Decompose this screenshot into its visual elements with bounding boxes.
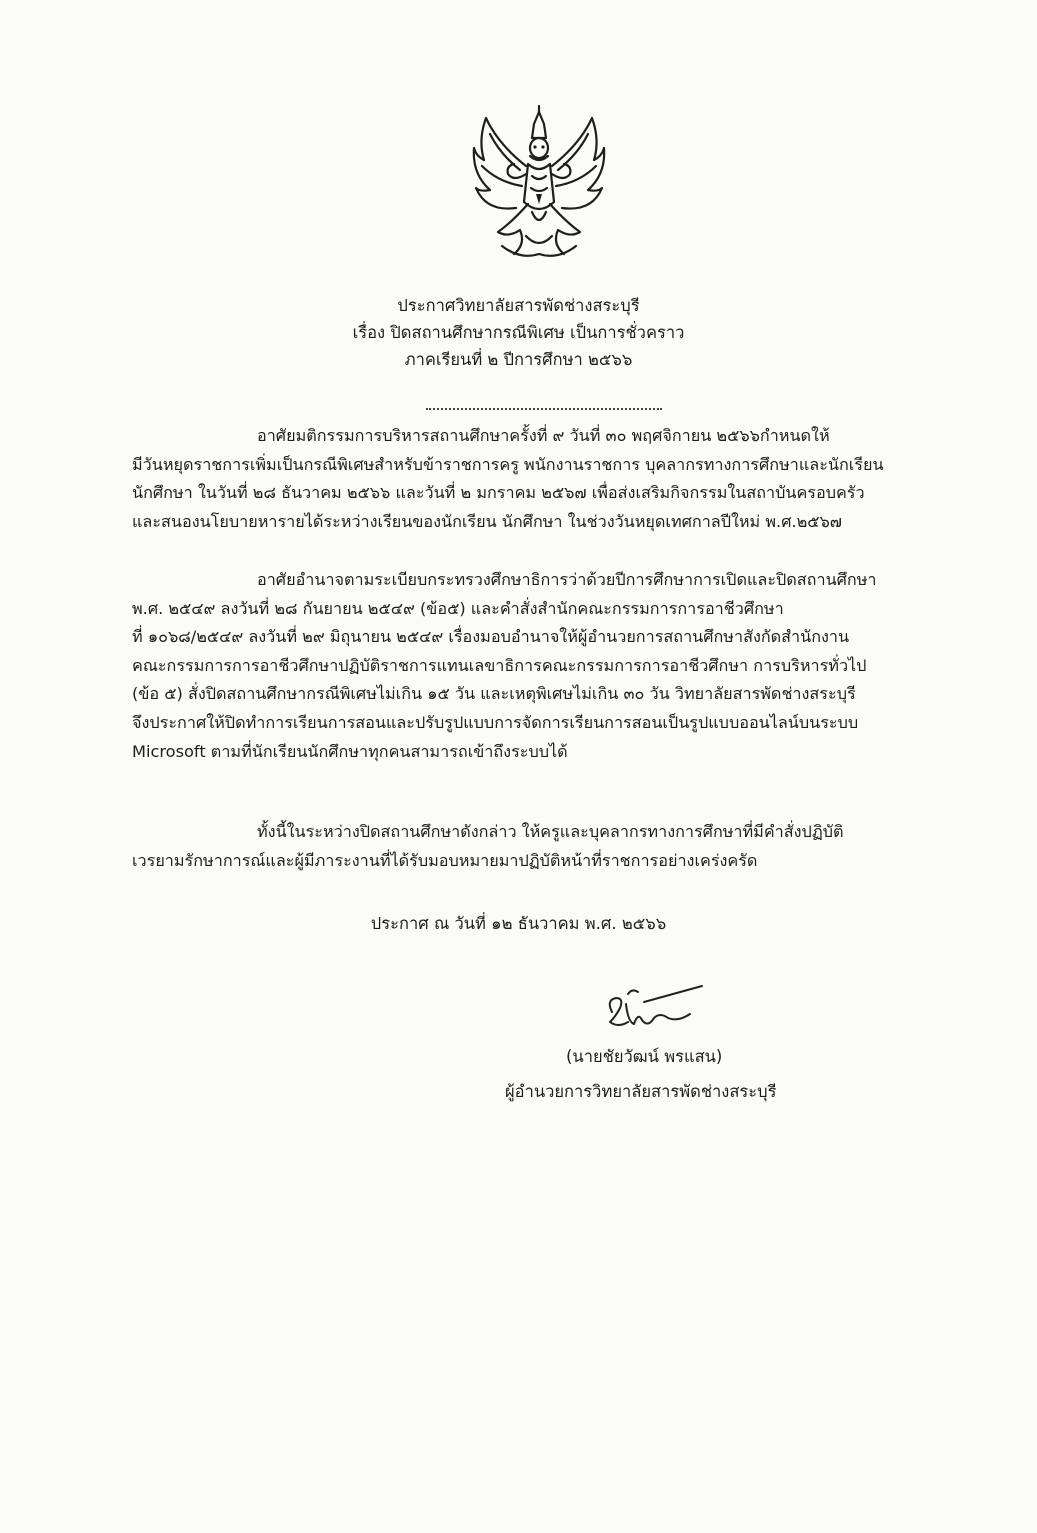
paragraph-line: และสนองนโยบายหารายได้ระหว่างเรียนของนักเรียน นักศึกษา ในช่วงวันหยุดเทศกาลปีใหม่ พ.ศ.๒๕๖๗: [132, 511, 842, 531]
paragraph-line: พ.ศ. ๒๕๔๙ ลงวันที่ ๒๘ กันยายน ๒๕๔๙ (ข้อ๕) และคำสั่งสำนักคณะกรรมการการอาชีวศึกษา: [132, 598, 784, 618]
signer-name: (นายชัยวัฒน์ พรแสน): [566, 1047, 723, 1066]
paragraph-line: นักศึกษา ในวันที่ ๒๘ ธันวาคม ๒๕๖๖ และวันที่ ๒ มกราคม ๒๕๖๗ เพื่อส่งเสริมกิจกรรมในสถาบันครอบครัว: [132, 483, 865, 503]
paragraph-line: อาศัยอำนาจตามระเบียบกระทรวงศึกษาธิการว่าด้วยปีการศึกษาการเปิดและปิดสถานศึกษา: [257, 570, 877, 589]
paragraph-line: เวรยามรักษาการณ์และผู้มีภาระงานที่ได้รับมอบหมายมาปฏิบัติหน้าที่ราชการอย่างเคร่งครัด: [132, 850, 758, 870]
dotted-divider: [426, 408, 662, 410]
paragraph-line: คณะกรรมการการอาชีวศึกษาปฏิบัติราชการแทนเลขาธิการคณะกรรมการการอาชีวศึกษา การบริหารทั่วไป: [132, 655, 867, 675]
paragraph-line: มีวันหยุดราชการเพิ่มเป็นกรณีพิเศษสำหรับข้าราชการครู พนักงานราชการ บุคลากรทางการศึกษาและนักเรียน: [132, 454, 884, 474]
paragraph-3: [132, 818, 958, 875]
term-line: ภาคเรียนที่ ๒ ปีการศึกษา ๒๕๖๖: [404, 350, 633, 369]
paragraph-2: [132, 566, 958, 766]
paragraph-line: จึงประกาศให้ปิดทำการเรียนการสอนและปรับรูปแบบการจัดการเรียนการสอนเป็นรูปแบบออนไลน์บนระบบ: [132, 712, 859, 732]
subject-line: เรื่อง ปิดสถานศึกษากรณีพิเศษ เป็นการชั่วคราว: [352, 323, 685, 342]
paragraph-line: ที่ ๑๐๖๘/๒๕๔๙ ลงวันที่ ๒๙ มิถุนายน ๒๕๔๙ เรื่องมอบอำนาจให้ผู้อำนวยการสถานศึกษาสังกัดสำนักงาน: [132, 627, 850, 647]
paragraph-line: อาศัยมติกรรมการบริหารสถานศึกษาครั้งที่ ๙ วันที่ ๓๐ พฤศจิกายน ๒๕๖๖กำหนดให้: [257, 426, 830, 445]
paragraph-line: ทั้งนี้ในระหว่างปิดสถานศึกษาดังกล่าว ให้ครูและบุคลากรทางการศึกษาที่มีคำสั่งปฏิบัติ: [257, 822, 844, 841]
issuer-title: ประกาศวิทยาลัยสารพัดช่างสระบุรี: [397, 296, 640, 315]
garuda-emblem-icon: [468, 104, 610, 262]
signer-title: ผู้อำนวยการวิทยาลัยสารพัดช่างสระบุรี: [505, 1082, 777, 1101]
document-header: [0, 292, 1037, 373]
handwritten-signature: [598, 982, 708, 1034]
announcement-date: ประกาศ ณ วันที่ ๑๒ ธันวาคม พ.ศ. ๒๕๖๖: [370, 914, 667, 933]
paragraph-1: [132, 422, 958, 536]
paragraph-line: Microsoft ตามที่นักเรียนนักศึกษาทุกคนสามารถเข้าถึงระบบได้: [132, 741, 568, 761]
paragraph-line: (ข้อ ๕) สั่งปิดสถานศึกษากรณีพิเศษไม่เกิน ๑๕ วัน และเหตุพิเศษไม่เกิน ๓๐ วัน วิทยาลัยสารพัดช่างสระบุรี: [132, 684, 856, 704]
